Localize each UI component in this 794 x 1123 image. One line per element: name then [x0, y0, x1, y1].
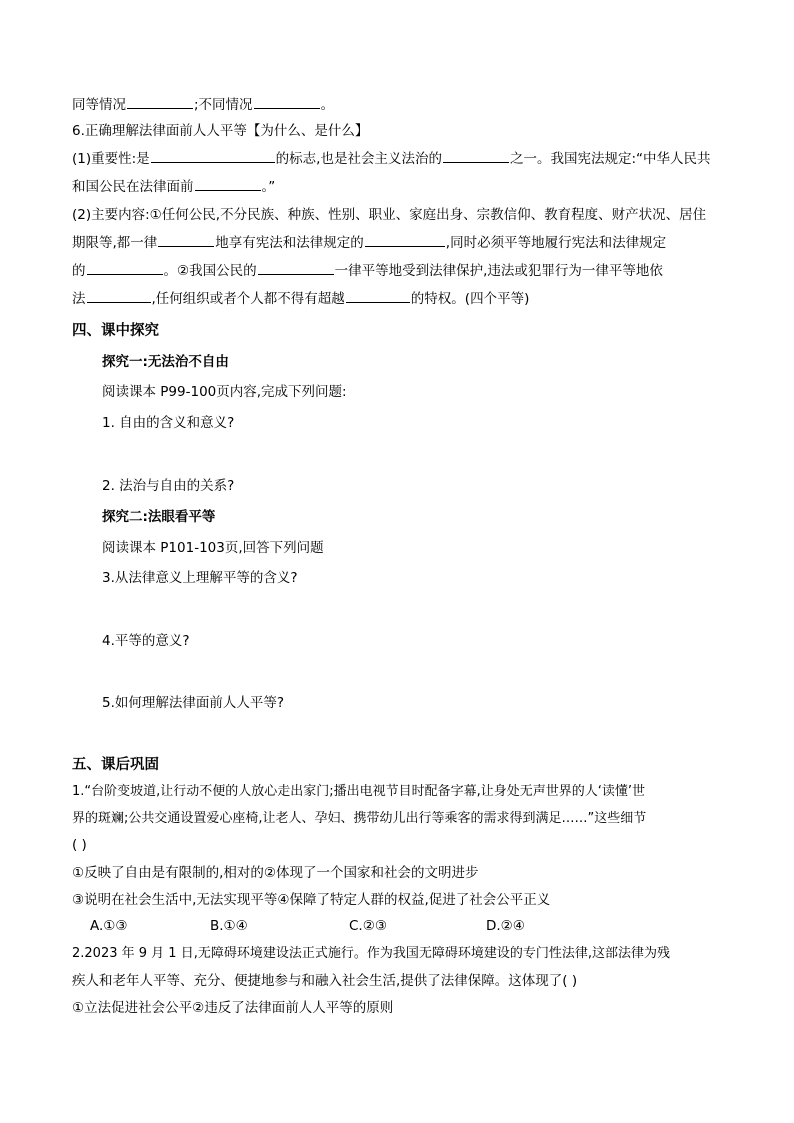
question: 3.从法律意义上理解平等的含义?	[102, 570, 298, 586]
fill-blank[interactable]	[258, 262, 334, 275]
statement-options: ①反映了自由是有限制的,相对的②体现了一个国家和社会的文明进步	[72, 865, 479, 881]
fill-blank[interactable]	[87, 290, 151, 303]
text-line	[72, 262, 663, 280]
question: 2. 法治与自由的关系?	[102, 478, 235, 494]
section-title: 五、课后巩固	[72, 757, 159, 773]
choice-c[interactable]: C.②③	[349, 918, 387, 934]
fill-blank[interactable]	[158, 234, 214, 247]
text-fragment: 之一。我国宪法规定:“中华人民共	[509, 151, 711, 167]
fill-blank[interactable]	[254, 96, 320, 109]
exploration-title: 探究一:无法治不自由	[102, 354, 229, 370]
fill-blank[interactable]	[346, 290, 410, 303]
statement-options: ①立法促进社会公平②违反了法律面前人人平等的原则	[72, 1000, 394, 1016]
choice-b[interactable]: B.①④	[210, 918, 248, 934]
text-fragment: 一律平等地受到法律保护,违法或犯罪行为一律平等地依	[334, 263, 663, 279]
question: 1. 自由的含义和意义?	[102, 415, 235, 431]
choice-a[interactable]: A.①③	[90, 918, 128, 934]
fill-blank[interactable]	[151, 150, 275, 163]
question: 4.平等的意义?	[102, 633, 190, 649]
text-line	[72, 150, 711, 168]
answer-parentheses: ( )	[72, 837, 87, 853]
question: 5.如何理解法律面前人人平等?	[102, 695, 285, 711]
item-heading: 6.正确理解法律面前人人平等【为什么、是什么】	[72, 123, 369, 139]
text-fragment: ;不同情况	[194, 97, 253, 113]
text-line	[72, 290, 529, 308]
fill-blank[interactable]	[87, 262, 163, 275]
text-fragment: 的标志,也是社会主义法治的	[275, 151, 442, 167]
section-title: 四、课中探究	[72, 323, 159, 339]
fill-blank[interactable]	[195, 178, 261, 191]
choice-d[interactable]: D.②④	[486, 918, 525, 934]
question-text: 疾人和老年人平等、充分、便捷地参与和融入社会生活,提供了法律保障。这体现了( )	[72, 973, 578, 989]
exploration-title: 探究二:法眼看平等	[102, 509, 216, 525]
question-text: 界的斑斓;公共交通设置爱心座椅,让老人、孕妇、携带幼儿出行等乘客的需求得到满足……”这些细节	[72, 811, 647, 826]
text-fragment: 的特权。(四个平等)	[410, 291, 530, 307]
text-fragment: ,同时必须平等地履行宪法和法律规定	[445, 235, 667, 251]
text-fragment: 同等情况	[72, 97, 126, 113]
text-fragment: 。②我国公民的	[163, 263, 257, 279]
reading-instruction: 阅读课本 P99-100页内容,完成下列问题:	[102, 384, 347, 400]
text-fragment: 地享有宪法和法律规定的	[215, 235, 364, 251]
text-fragment: 和国公民在法律面前	[72, 179, 194, 195]
question-text: 1.“台阶变坡道,让行动不便的人放心走出家门;播出电视节目时配备字幕,让身处无声世界的人‘读懂’世	[72, 784, 646, 799]
text-fragment: (1)重要性:是	[72, 151, 150, 167]
text-line	[72, 178, 275, 196]
fill-blank[interactable]	[443, 150, 509, 163]
text-line	[72, 96, 334, 114]
text-fragment: 。	[320, 97, 335, 113]
text-fragment: 的	[72, 263, 86, 279]
fill-blank[interactable]	[365, 234, 445, 247]
statement-options: ③说明在社会生活中,无法实现平等④保障了特定人群的权益,促进了社会公平正义	[72, 892, 551, 908]
text-fragment: ,任何组织或者个人都不得有超越	[151, 291, 345, 307]
text-fragment: 期限等,都一律	[72, 235, 158, 251]
text-line: (2)主要内容:①任何公民,不分民族、种族、性别、职业、家庭出身、宗教信仰、教育程度、财产状况、居住	[72, 207, 707, 223]
fill-blank[interactable]	[127, 96, 193, 109]
text-line	[72, 234, 666, 252]
text-fragment: 法	[72, 291, 86, 307]
reading-instruction: 阅读课本 P101-103页,回答下列问题	[102, 540, 324, 556]
question-text: 2.2023 年 9 月 1 日,无障碍环境建设法正式施行。作为我国无障碍环境建设的专门性法律,这部法律为残	[72, 946, 670, 961]
text-fragment: 。”	[261, 179, 276, 195]
